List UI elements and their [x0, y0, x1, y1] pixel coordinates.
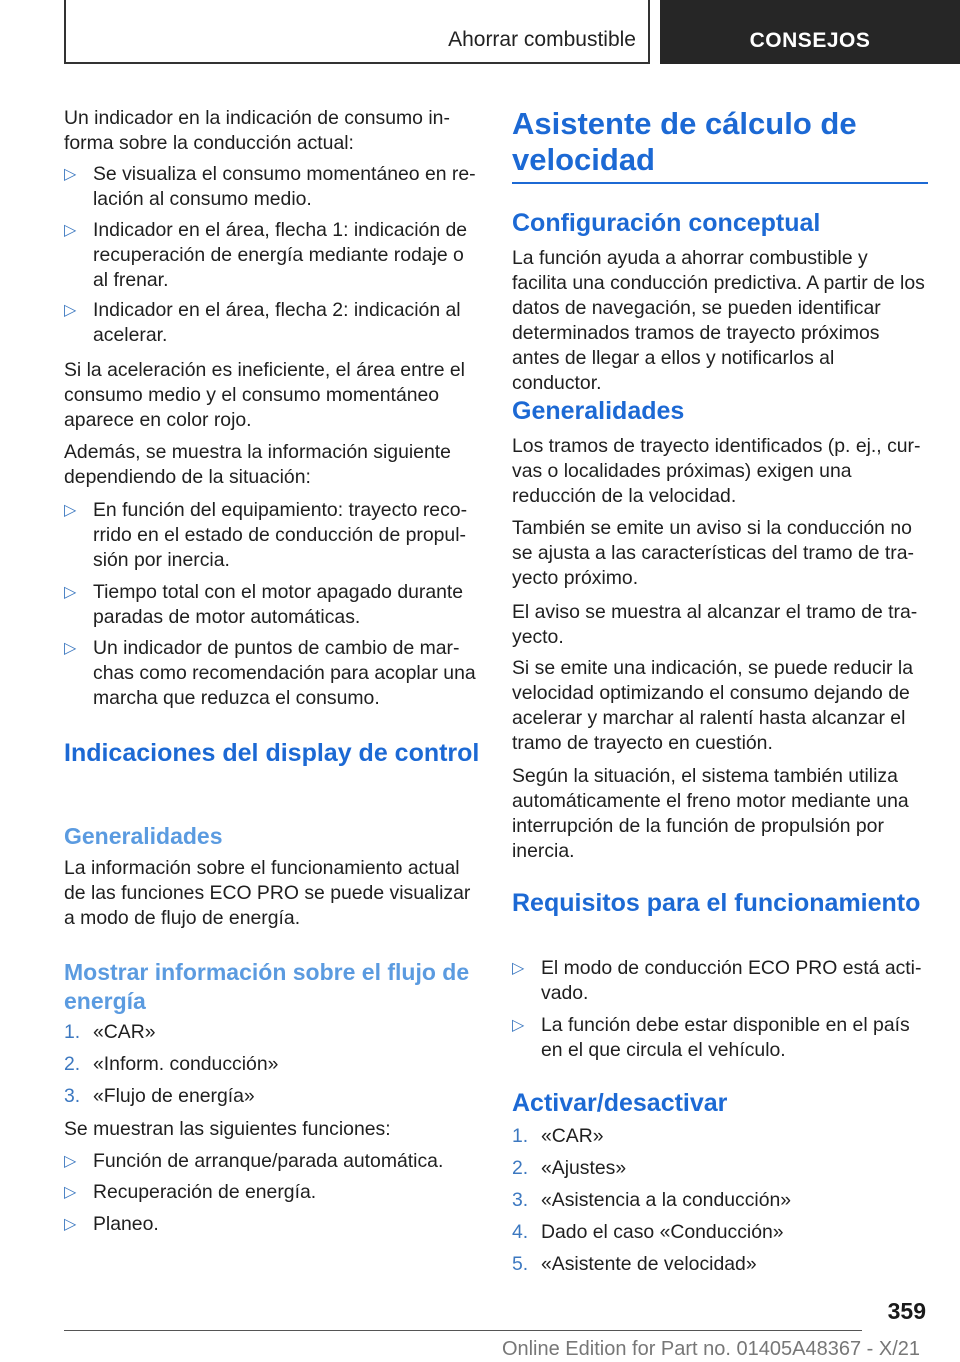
paragraph: Además, se muestra la información siguiente dependiendo de la situación:	[64, 441, 451, 488]
bullet-triangle-icon: ▷	[64, 302, 77, 319]
bullet-triangle-icon: ▷	[64, 1153, 77, 1170]
bullet-triangle-icon: ▷	[64, 640, 77, 657]
heading-activate: Activar/desactivar	[512, 1089, 728, 1117]
heading-flow: Mostrar información sobre el flujo de energía	[64, 959, 470, 1014]
bullet-triangle-icon: ▷	[512, 1017, 525, 1034]
heading-concept: Configuración conceptual	[512, 209, 821, 237]
step-item: 5. «Asistente de velocidad»	[512, 1253, 757, 1275]
heading-rule	[512, 182, 928, 184]
list-item: ▷ Tiempo total con el motor apagado durante paradas de motor automáticas.	[64, 581, 464, 628]
chapter-tab: CONSEJOS	[660, 0, 960, 64]
paragraph: Según la situación, el sistema también utiliza automáticamente el freno motor mediante una interrupción de la función de propulsión por inercia.	[512, 765, 909, 862]
list-item: ▷ En función del equipamiento: trayecto recorrido en el estado de conducción de propulsión por inercia.	[64, 499, 468, 571]
paragraph: También se emite un aviso si la conducción no se ajusta a las características del tramo de trayecto próximo.	[512, 517, 914, 589]
intro-paragraph: Un indicador en la indicación de consumo informa sobre la conducción actual:	[64, 107, 450, 154]
paragraph: El aviso se muestra al alcanzar el tramo de trayecto.	[512, 601, 918, 648]
step-item: 3. «Asistencia a la conducción»	[512, 1189, 792, 1211]
list-item: ▷ Indicador en el área, flecha 1: indicación de recuperación de energía mediante rodaje o al frenar.	[64, 219, 468, 291]
step-item: 1. «CAR»	[512, 1125, 604, 1147]
bullet-triangle-icon: ▷	[512, 960, 525, 977]
bullet-triangle-icon: ▷	[64, 1216, 77, 1233]
step-item: 4. Dado el caso «Conducción»	[512, 1221, 784, 1243]
list-item: ▷ El modo de conducción ECO PRO está activado.	[512, 957, 922, 1004]
page-number: 359	[887, 1298, 926, 1324]
paragraph: Si la aceleración es ineficiente, el área entre el consumo medio y el consumo momentáneo aparece en color rojo.	[64, 359, 465, 431]
paragraph: Se muestran las siguientes funciones:	[64, 1118, 391, 1140]
bullet-triangle-icon: ▷	[64, 222, 77, 239]
section-title: Ahorrar combustible	[448, 28, 636, 51]
header-frame	[64, 0, 650, 64]
bullet-triangle-icon: ▷	[64, 166, 77, 183]
list-item: ▷ Planeo.	[64, 1213, 159, 1235]
step-item: 3. «Flujo de energía»	[64, 1085, 255, 1107]
bullet-triangle-icon: ▷	[64, 502, 77, 519]
step-item: 2. «Inform. conducción»	[64, 1053, 279, 1075]
edition-note: Online Edition for Part no. 01405A48367 - X/21	[501, 1338, 920, 1360]
list-item: ▷ La función debe estar disponible en el país en el que circula el vehículo.	[512, 1014, 910, 1061]
list-item: ▷ Indicador en el área, flecha 2: indicación al acelerar.	[64, 299, 461, 346]
heading-requirements: Requisitos para el funcionamiento	[512, 889, 921, 917]
paragraph: La función ayuda a ahorrar combustible y facilita una conducción predictiva. A partir de los datos de navegación, se pueden identificar determinados tramos de trayecto próximos antes de llegar a ellos y notificarlos al conductor.	[512, 247, 925, 394]
main-heading: Asistente de cálculo de velocidad	[512, 106, 857, 177]
list-item: ▷ Un indicador de puntos de cambio de marchas como recomendación para acoplar una marcha que reduzca el consumo.	[64, 637, 476, 709]
heading-general: Generalidades	[512, 397, 685, 425]
heading-general: Generalidades	[64, 823, 223, 849]
step-item: 1. «CAR»	[64, 1021, 156, 1043]
bullet-triangle-icon: ▷	[64, 1184, 77, 1201]
paragraph: La información sobre el funcionamiento actual de las funciones ECO PRO se puede visualizar a modo de flujo de energía.	[64, 857, 471, 929]
list-item: ▷ Se visualiza el consumo momentáneo en relación al consumo medio.	[64, 163, 476, 210]
list-item: ▷ Función de arranque/parada automática.	[64, 1150, 444, 1172]
step-item: 2. «Ajustes»	[512, 1157, 627, 1179]
heading-display: Indicaciones del display de control	[64, 739, 480, 767]
footer-rule	[64, 1330, 862, 1331]
paragraph: Si se emite una indicación, se puede reducir la velocidad optimizando el consumo dejando de acelerar y marchar al ralentí hasta alcanzar el tramo de trayecto en cuestión.	[512, 657, 913, 754]
list-item: ▷ Recuperación de energía.	[64, 1181, 317, 1203]
paragraph: Los tramos de trayecto identificados (p. ej., curvas o localidades próximas) exigen una reducción de la velocidad.	[512, 435, 921, 507]
bullet-triangle-icon: ▷	[64, 584, 77, 601]
